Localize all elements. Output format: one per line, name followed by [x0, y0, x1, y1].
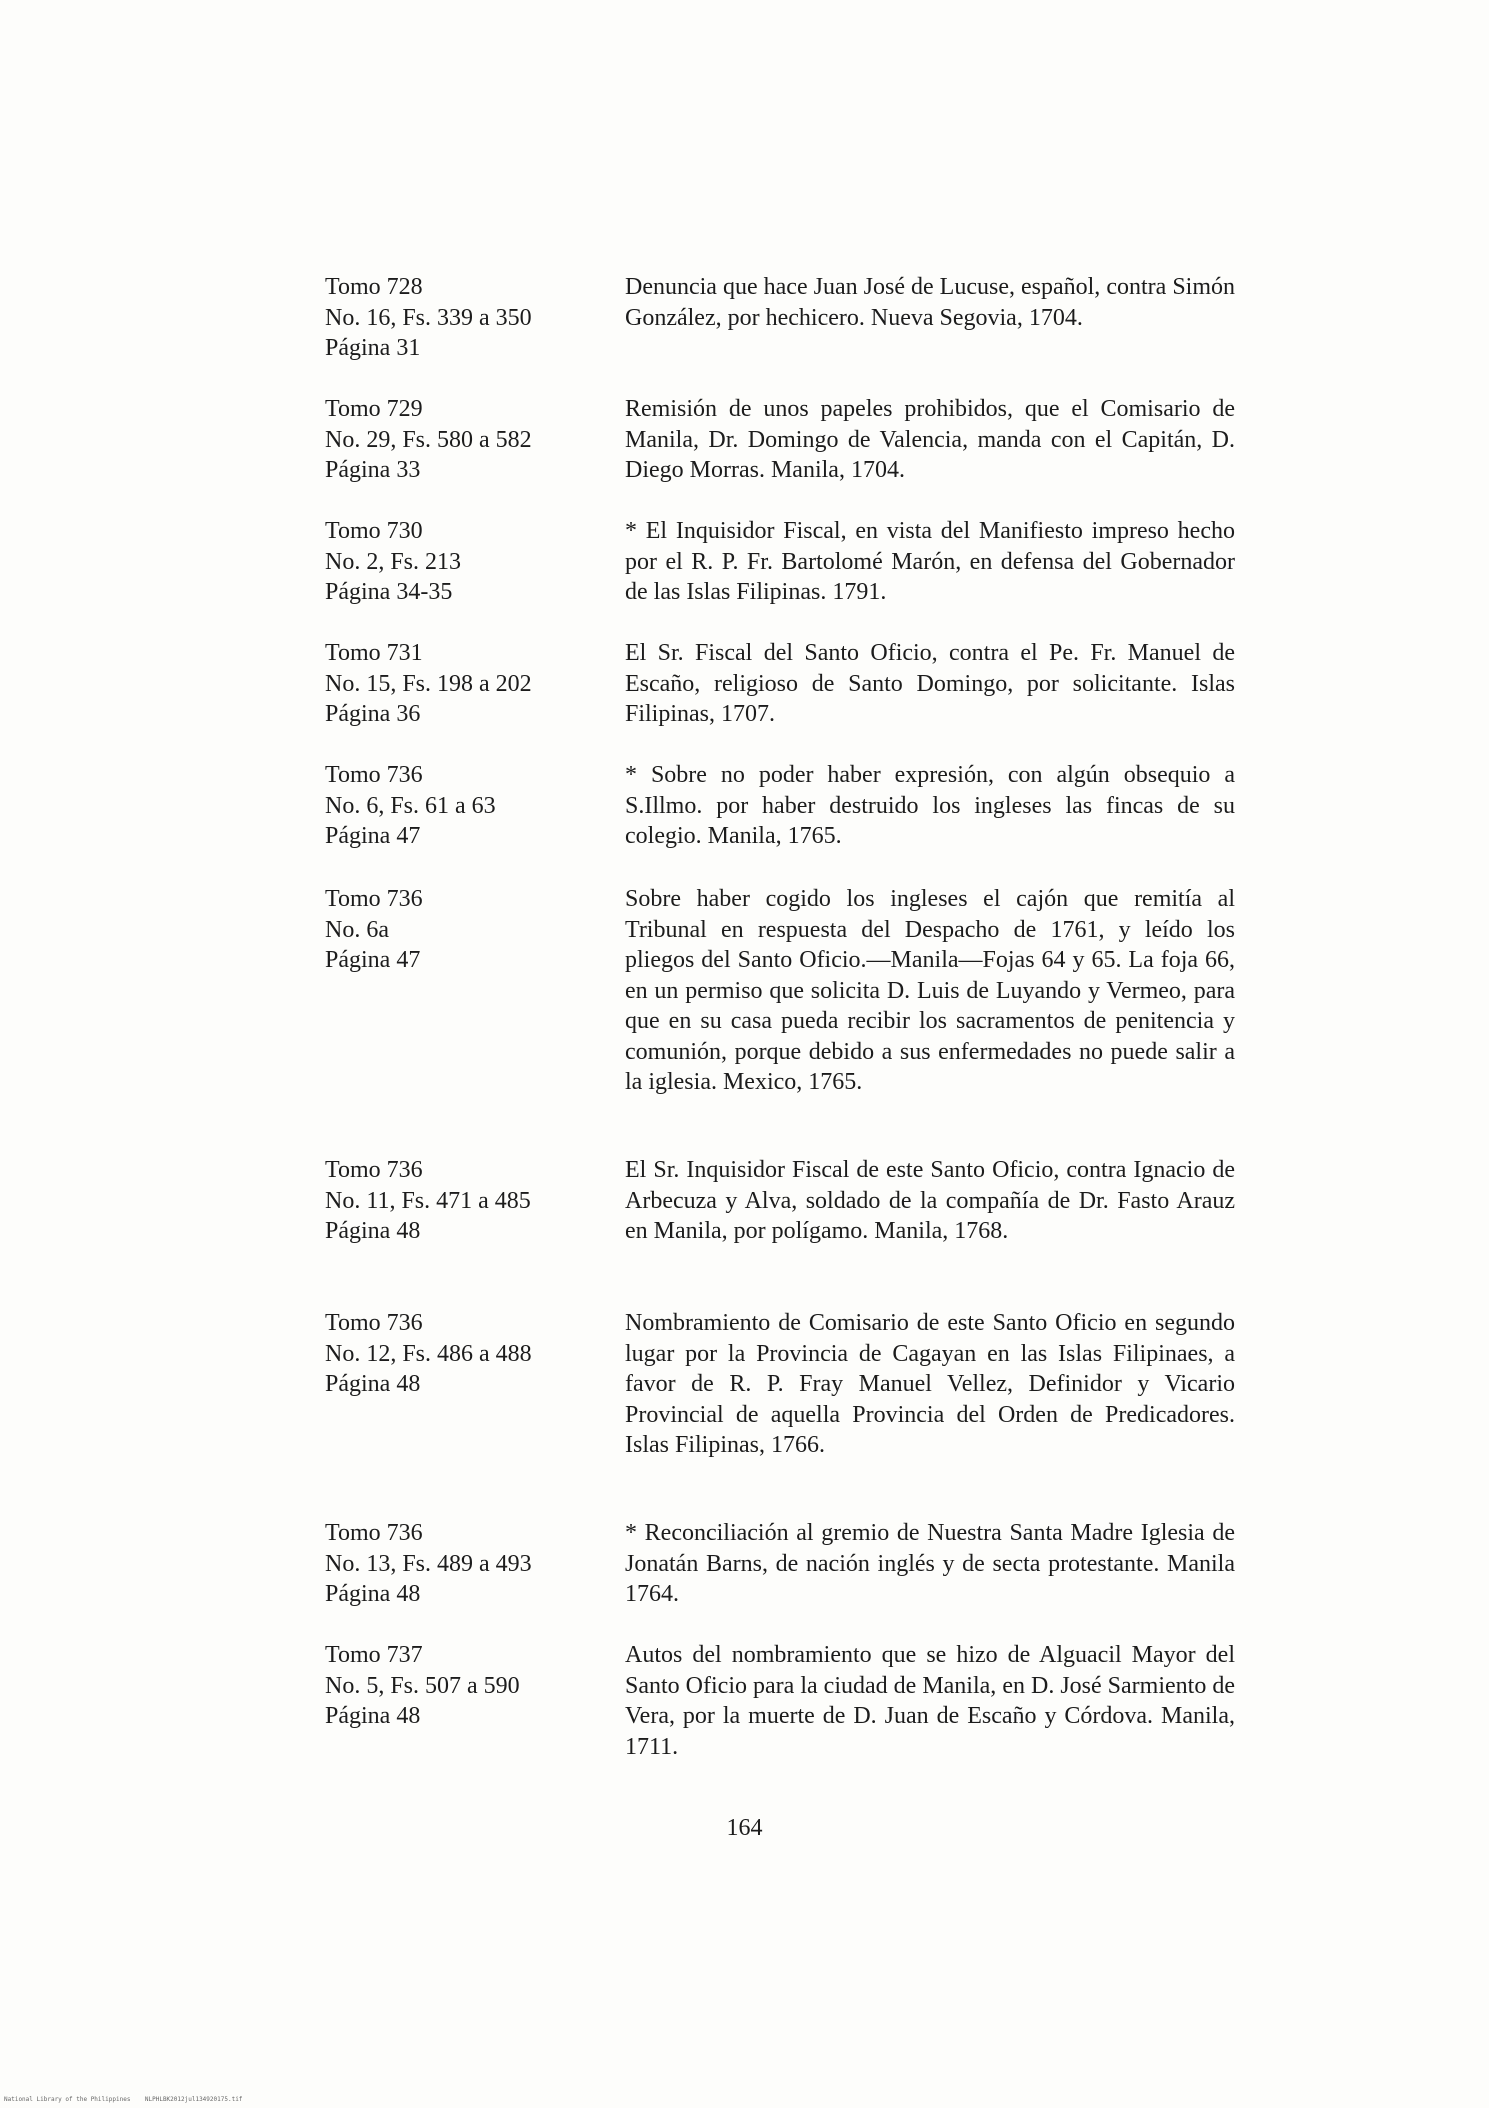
- folio-label: No. 29, Fs. 580 a 582: [325, 426, 532, 453]
- reference-block: [325, 1155, 625, 1247]
- entry-description: Autos del nombramiento que se hizo de Alguacil Mayor del Santo Oficio para la ciudad de Manila, en D. José Sarmiento de Vera, por la muerte de D. Juan de Escaño y Córdova. Manila, 1711.: [625, 1642, 1235, 1760]
- reference-block: [325, 1308, 625, 1400]
- folio-label: No. 5, Fs. 507 a 590: [325, 1672, 520, 1699]
- reference-block: [325, 884, 625, 976]
- folio-label: No. 2, Fs. 213: [325, 548, 462, 575]
- reference-block: [325, 272, 625, 364]
- tomo-label: Tomo 730: [325, 518, 423, 544]
- folio-label: No. 13, Fs. 489 a 493: [325, 1550, 532, 1577]
- reference-block: [325, 638, 625, 730]
- reference-block: [325, 394, 625, 486]
- pagina-label: Página 48: [325, 1703, 421, 1729]
- folio-label: No. 6, Fs. 61 a 63: [325, 792, 496, 819]
- pagina-label: Página 47: [325, 947, 421, 973]
- scan-footer: National Library of the Philippines NLPHLBK2012jul134920175.tif: [4, 2096, 243, 2103]
- entry-description: Remisión de unos papeles prohibidos, que el Comisario de Manila, Dr. Domingo de Valencia, manda con el Capitán, D. Diego Morras. Manila, 1704.: [625, 396, 1235, 483]
- tomo-label: Tomo 736: [325, 886, 423, 912]
- folio-label: No. 6a: [325, 916, 389, 943]
- tomo-label: Tomo 729: [325, 396, 423, 422]
- pagina-label: Página 48: [325, 1581, 421, 1607]
- tomo-label: Tomo 731: [325, 640, 423, 666]
- reference-block: [325, 1640, 625, 1732]
- entry-description: El Sr. Fiscal del Santo Oficio, contra el Pe. Fr. Manuel de Escaño, religioso de Santo Domingo, por solicitante. Islas Filipinas, 1707.: [625, 640, 1235, 727]
- pagina-label: Página 47: [325, 823, 421, 849]
- entry-description: * Sobre no poder haber expresión, con algún obsequio a S.Illmo. por haber destruido los ingleses las fincas de su colegio. Manila, 1765.: [625, 762, 1235, 849]
- tomo-label: Tomo 737: [325, 1642, 423, 1668]
- pagina-label: Página 31: [325, 335, 421, 361]
- reference-block: [325, 1518, 625, 1610]
- entry-description: * Reconciliación al gremio de Nuestra Santa Madre Iglesia de Jonatán Barns, de nación inglés y de secta protestante. Manila 1764.: [625, 1520, 1235, 1607]
- folio-label: No. 16, Fs. 339 a 350: [325, 304, 532, 331]
- tomo-label: Tomo 736: [325, 1157, 423, 1183]
- folio-label: No. 11, Fs. 471 a 485: [325, 1187, 531, 1214]
- pagina-label: Página 48: [325, 1218, 421, 1244]
- reference-block: [325, 760, 625, 852]
- page-number: 164: [726, 1815, 763, 1841]
- entry-description: * El Inquisidor Fiscal, en vista del Manifiesto impreso hecho por el R. P. Fr. Bartolomé Marón, en defensa del Gobernador de las Islas Filipinas. 1791.: [625, 518, 1235, 605]
- entry-description: Nombramiento de Comisario de este Santo Oficio en segundo lugar por la Provincia de Cagayan en las Islas Filipinaes, a favor de R. P. Fray Manuel Vellez, Definidor y Vicario Provincial de aquella Provincia del Orden de Predicadores. Islas Filipinas, 1766.: [625, 1310, 1235, 1458]
- tomo-label: Tomo 736: [325, 1520, 423, 1546]
- pagina-label: Página 36: [325, 701, 421, 727]
- folio-label: No. 15, Fs. 198 a 202: [325, 670, 532, 697]
- tomo-label: Tomo 736: [325, 762, 423, 788]
- pagina-label: Página 34-35: [325, 579, 453, 605]
- entry-description: El Sr. Inquisidor Fiscal de este Santo Oficio, contra Ignacio de Arbecuza y Alva, soldado de la compañía de Dr. Fasto Arauz en Manila, por polígamo. Manila, 1768.: [625, 1157, 1235, 1244]
- pagina-label: Página 48: [325, 1371, 421, 1397]
- entry-description: Denuncia que hace Juan José de Lucuse, español, contra Simón González, por hechicero. Nueva Segovia, 1704.: [625, 274, 1235, 331]
- pagina-label: Página 33: [325, 457, 421, 483]
- folio-label: No. 12, Fs. 486 a 488: [325, 1340, 532, 1367]
- reference-block: [325, 516, 625, 608]
- entry-description: Sobre haber cogido los ingleses el cajón que remitía al Tribunal en respuesta del Despacho de 1761, y leído los pliegos del Santo Oficio.—Manila—Fojas 64 y 65. La foja 66, en un permiso que solicita D. Luis de Luyando y Vermeo, para que en su casa pueda recibir los sacramentos de penitencia y comunión, porque debido a sus enfermedades no puede salir a la iglesia. Mexico, 1765.: [625, 886, 1235, 1095]
- tomo-label: Tomo 728: [325, 274, 423, 300]
- tomo-label: Tomo 736: [325, 1310, 423, 1336]
